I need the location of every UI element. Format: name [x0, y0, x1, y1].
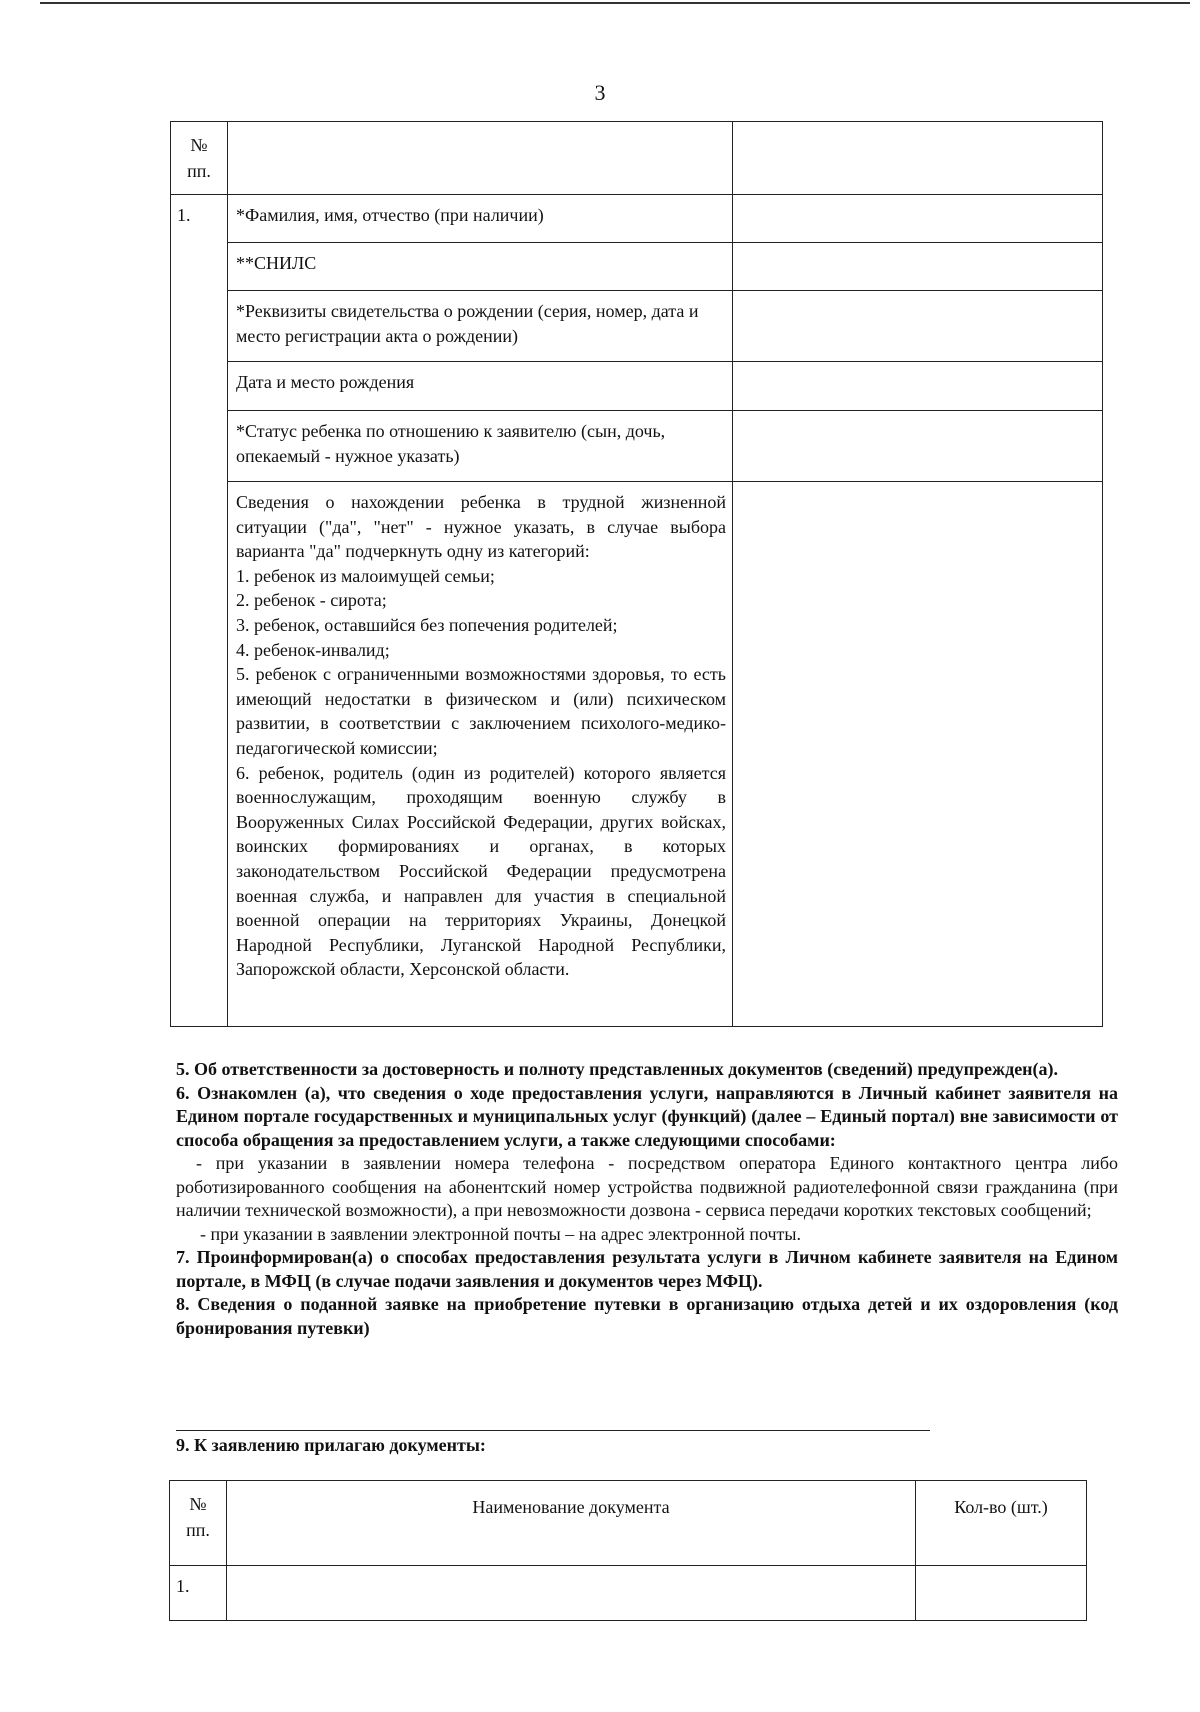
table-row [171, 243, 1103, 291]
category-item: 3. ребенок, оставшийся без попечения родителей; [236, 614, 618, 635]
field-value-child-status[interactable] [733, 411, 1103, 482]
table-row [170, 1566, 1087, 1621]
top-border-line [40, 2, 1190, 4]
category-item: 1. ребенок из малоимущей семьи; [236, 565, 495, 586]
statement-5: 5. Об ответственности за достоверность и полноту представленных документов (сведений) предупрежден(а). [176, 1059, 1059, 1079]
child-table-header-num [171, 122, 228, 195]
row-number-cell: 1. [171, 195, 228, 1027]
document-row-num: 1. [170, 1566, 227, 1621]
documents-table [169, 1480, 1087, 1621]
field-label-difficult-situation [228, 482, 733, 1027]
page-number: 3 [594, 80, 606, 105]
statement-6-phone: - при указании в заявлении номера телефона - посредством оператора Единого контактного центра либо роботизированного сообщения на абонентский номер устройства подвижной радиотелефонной связи гражданина (при наличии технической возможности), а при невозможности дозвона - сервиса передачи коротких текстовых сообщений; [176, 1153, 1118, 1220]
header-num-abbrev: пп. [187, 161, 211, 181]
category-item: 4. ребенок-инвалид; [236, 639, 390, 660]
field-value-fio[interactable] [733, 195, 1103, 243]
field-value-snils[interactable] [733, 243, 1103, 291]
difficult-situation-intro: Сведения о нахождении ребенка в трудной жизненной ситуации ("да", "нет" - нужное указать, в случае выбора варианта "да" подчеркнуть одну из категорий: [236, 492, 726, 562]
statement-7: 7. Проинформирован(а) о способах предоставления результата услуги в Личном кабинете заявителя на Едином портале, в МФЦ (в случае подачи заявления и документов через МФЦ). [176, 1247, 1118, 1291]
field-label-fio: *Фамилия, имя, отчество (при наличии) [228, 195, 733, 243]
field-value-birth-date-place[interactable] [733, 362, 1103, 411]
category-item: 2. ребенок - сирота; [236, 590, 387, 611]
table-row [171, 291, 1103, 362]
category-item: 6. ребенок, родитель (один из родителей) которого является военнослужащим, проходящим военную службу в Вооруженных Силах Российской Федерации, других войсках, воинских формированиях и органах, в которых законодательством Российской Федерации предусмотрена военная служба, и направлен для участия в специальной военной операции на территориях Украины, Донецкой Народной Республики, Луганской Народной Республики, Запорожской области, Херсонской области. [236, 762, 726, 980]
statement-6: 6. Ознакомлен (а), что сведения о ходе предоставления услуги, направляются в Личный кабинет заявителя на Едином портале государственных и муниципальных услуг (функций) (далее – Единый портал) вне зависимости от способа обращения за предоставлением услуги, а также следующими способами: [176, 1082, 1118, 1150]
table-row [171, 411, 1103, 482]
documents-title: 9. К заявлению прилагаю документы: [176, 1435, 486, 1455]
statement-8: 8. Сведения о поданной заявке на приобретение путевки в организацию отдыха детей и их оздоровления (код бронирования путевки) [176, 1294, 1118, 1338]
field-label-birth-certificate: *Реквизиты свидетельства о рождении (серия, номер, дата и место регистрации акта о рождении) [228, 291, 733, 362]
statements-block [176, 1058, 1118, 1340]
field-label-snils: **СНИЛС [228, 243, 733, 291]
documents-header-num [170, 1481, 227, 1566]
child-table-header-row [171, 122, 1103, 195]
table-row [171, 195, 1103, 243]
document-row-qty[interactable] [916, 1566, 1087, 1621]
field-value-difficult-situation[interactable] [733, 482, 1103, 1027]
field-value-birth-certificate[interactable] [733, 291, 1103, 362]
header-num-symbol: № [190, 135, 208, 155]
documents-header-row [170, 1481, 1087, 1566]
table-row [171, 362, 1103, 411]
documents-header-qty: Кол-во (шт.) [916, 1481, 1087, 1566]
booking-code-fill-line[interactable] [176, 1430, 930, 1431]
category-item: 5. ребенок с ограниченными возможностями здоровья, то есть имеющий недостатки в физическом и (или) психическом развитии, в соответствии с заключением психолого-медико-педагогической комиссии; [236, 664, 726, 758]
documents-header-name: Наименование документа [227, 1481, 916, 1566]
statement-6-email: - при указании в заявлении электронной почты – на адрес электронной почты. [200, 1223, 802, 1244]
child-table-header-value [733, 122, 1103, 195]
child-info-table [170, 121, 1103, 1027]
field-label-birth-date-place: Дата и место рождения [228, 362, 733, 411]
header-num-symbol: № [189, 1494, 207, 1514]
child-table-header-label [228, 122, 733, 195]
header-num-abbrev: пп. [186, 1520, 210, 1540]
field-label-child-status: *Статус ребенка по отношению к заявителю (сын, дочь, опекаемый - нужное указать) [228, 411, 733, 482]
table-row [171, 482, 1103, 1027]
document-row-name[interactable] [227, 1566, 916, 1621]
